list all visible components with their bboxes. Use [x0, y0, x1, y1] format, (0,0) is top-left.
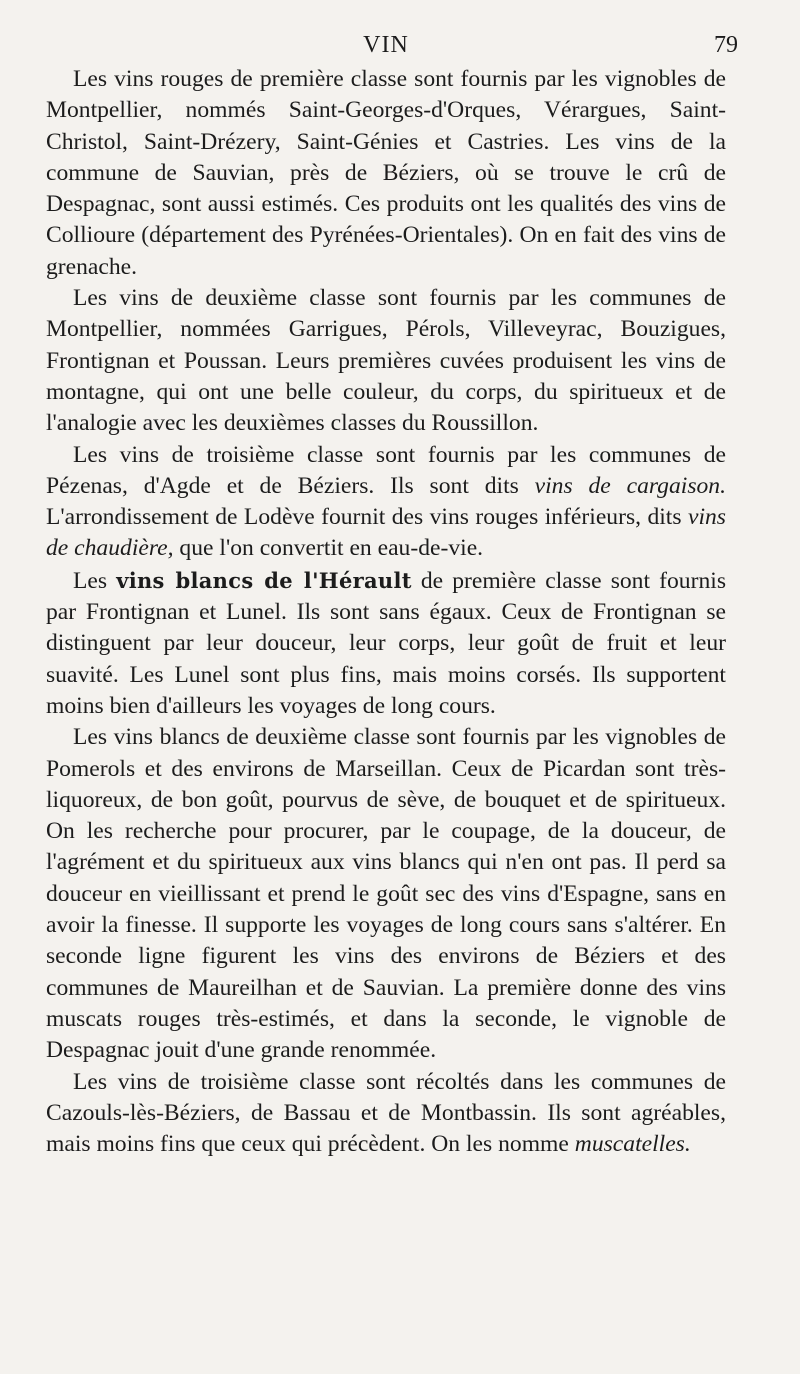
- paragraph-text: Les vins rouges de première classe sont fournis par les vignobles de Montpellier, nommés Saint-Georges-d'Orques, Vérargues, Saint-Christol, Saint-Drézery, Saint-Génies et Castries. Les vins de la commune de Sauvian, près de Béziers, où se trouve le crû de Despagnac, sont aussi estimés. Ces produits ont les qualités des vins de Collioure (département des Pyrénées-Orientales). On en fait des vins de grenache.: [46, 66, 726, 280]
- page-number: 79: [714, 32, 738, 58]
- running-head: [46, 28, 738, 64]
- paragraph-text: Les vins de troisième classe sont récoltés dans les communes de Cazouls-lès-Béziers, de Bassau et de Montbassin. Ils sont agréables, mais moins fins que ceux qui précèdent. On les nomme: [46, 1068, 726, 1158]
- paragraph: [46, 64, 726, 283]
- running-title: VIN: [363, 32, 409, 58]
- italic-term: vins de cargaison.: [534, 472, 726, 499]
- paragraph: [46, 565, 726, 722]
- paragraph-text: L'arrondissement de Lodève fournit des vins rouges inférieurs, dits: [46, 504, 688, 531]
- italic-term: vins de chaudière,: [46, 504, 726, 562]
- paragraph-text: Les vins de troisième classe sont fournis par les communes de Pézenas, d'Agde et de Béziers. Ils sont dits: [46, 441, 726, 499]
- paragraph-text: de première classe sont fournis par Frontignan et Lunel. Ils sont sans égaux. Ceux de Frontignan se distinguent par leur douceur, leur corps, leur goût de fruit et leur suavité. Les Lunel sont plus fins, mais moins corsés. Ils supportent moins bien d'ailleurs les voyages de long cours.: [46, 567, 726, 719]
- paragraph-text: que l'on convertit en eau-de-vie.: [173, 535, 484, 562]
- paragraph: [46, 722, 726, 1066]
- paragraph: [46, 1067, 726, 1161]
- paragraph: [46, 283, 726, 439]
- paragraph-text: Les: [73, 567, 117, 594]
- paragraph-text: Les vins blancs de deuxième classe sont fournis par les vignobles de Pomerols et des environs de Marseillan. Ceux de Picardan sont très-liquoreux, de bon goût, pourvus de sève, de bouquet et de spiritueux. On les recherche pour procurer, par le coupage, de la douceur, de l'agrément et du spiritueux aux vins blancs qui n'en ont pas. Il perd sa douceur en vieillissant et prend le goût sec des vins d'Espagne, sans en avoir la finesse. Il supporte les voyages de long cours sans s'altérer. En seconde ligne figurent les vins des environs de Béziers et des communes de Maureilhan et de Sauvian. La première donne des vins muscats rouges très-estimés, et dans la seconde, le vignoble de Despagnac jouit d'une grande renommée.: [46, 724, 726, 1064]
- book-page: [46, 28, 738, 1160]
- body-text: [46, 64, 726, 1160]
- paragraph: [46, 440, 726, 565]
- italic-term: muscatelles.: [574, 1131, 691, 1158]
- section-heading-inline: vins blancs de l'Hérault: [116, 567, 412, 593]
- paragraph-text: Les vins de deuxième classe sont fournis par les communes de Montpellier, nommées Garrigues, Pérols, Villeveyrac, Bouzigues, Frontignan et Poussan. Leurs premières cuvées produisent les vins de montagne, qui ont une belle couleur, du corps, du spiritueux et de l'analogie avec les deuxièmes classes du Roussillon.: [46, 285, 726, 437]
